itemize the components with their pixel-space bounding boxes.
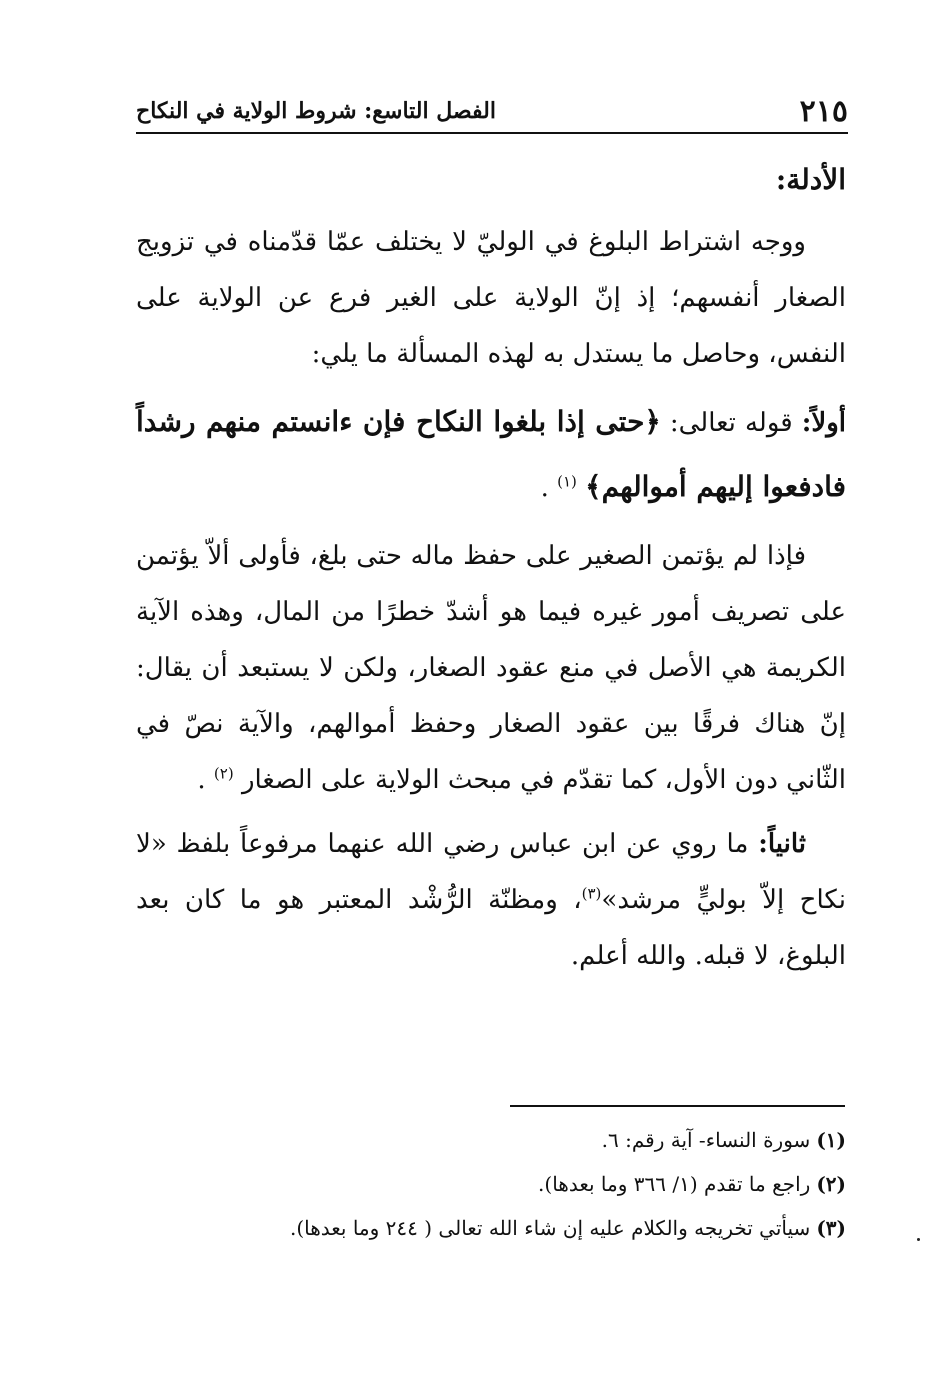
footnote-text: راجع ما تقدم (١/ ٣٦٦ وما بعدها).	[538, 1172, 811, 1196]
page-number: ٢١٥	[799, 94, 848, 129]
scan-speck	[917, 1238, 920, 1241]
paragraph-second-evidence	[136, 816, 846, 984]
paragraph-intro-text: ووجه اشتراط البلوغ في الوليّ لا يختلف عمّا قدّمناه في تزويج الصغار أنفسهم؛ إذ إنّ الولاية على الغير فرع عن الولاية على النفس، وحاصل ما يستدل به لهذه المسألة ما يلي:	[136, 227, 846, 369]
footnote-ref-3[interactable]: (٣)	[581, 884, 602, 903]
footnote-text: سورة النساء- آية رقم: ٦.	[601, 1128, 811, 1152]
footnotes	[136, 1118, 846, 1250]
second-evidence-text: ما روي عن ابن عباس رضي الله عنهما مرفوعاً بلفظ «لا نكاح إلاّ بوليٍّ مرشد»	[136, 829, 846, 915]
footnote-3	[136, 1206, 846, 1250]
running-title: الفصل التاسع: شروط الولاية في النكاح	[136, 98, 496, 124]
page-header	[136, 92, 848, 134]
paragraph-explanation-text: فإذا لم يؤتمن الصغير على حفظ ماله حتى بلغ، فأولى ألاّ يؤتمن على تصريف أمور غيره فيما هو أشدّ خطرًا من المال، وهذه الآية الكريمة هي الأصل في منع عقود الصغار، ولكن لا يستبعد أن يقال: إنّ هناك فرقًا بين عقود الصغار وحفظ أموالهم، والآية نصّ في الثّاني دون الأول، كما تقدّم في مبحث الولاية على الصغار	[136, 541, 846, 795]
paragraph-first-evidence	[136, 390, 846, 520]
second-evidence-rest: ، ومظنّة الرُّشْد المعتبر هو ما كان بعد البلوغ، لا قبله. والله أعلم.	[136, 885, 846, 971]
paragraph-explanation-end: .	[197, 765, 206, 795]
main-text	[136, 152, 846, 992]
quran-verse: ﴿حتى إذا بلغوا النكاح فإن ءانستم منهم رشداً فادفعوا إليهم أموالهم﴾	[136, 405, 846, 503]
footnote-text: سيأتي تخريجه والكلام عليه إن شاء الله تعالى ( ٢٤٤ وما بعدها).	[289, 1216, 811, 1240]
first-evidence-end: .	[540, 473, 549, 503]
footnote-1	[136, 1118, 846, 1162]
footnote-number: (٣)	[816, 1216, 846, 1240]
first-evidence-text: قوله تعالى:	[669, 408, 793, 438]
first-evidence-lead: أولاً:	[801, 408, 847, 438]
footnote-ref-1[interactable]: (١)	[557, 472, 577, 491]
paragraph-explanation	[136, 528, 846, 808]
footnote-ref-2[interactable]: (٢)	[213, 764, 234, 783]
footnote-divider	[510, 1105, 845, 1107]
footnote-2	[136, 1162, 846, 1206]
footnote-number: (٢)	[816, 1172, 846, 1196]
section-heading: الأدلة:	[775, 163, 846, 196]
second-evidence-lead: ثانياً:	[758, 829, 806, 859]
footnote-number: (١)	[816, 1128, 846, 1152]
paragraph-intro	[136, 214, 846, 382]
